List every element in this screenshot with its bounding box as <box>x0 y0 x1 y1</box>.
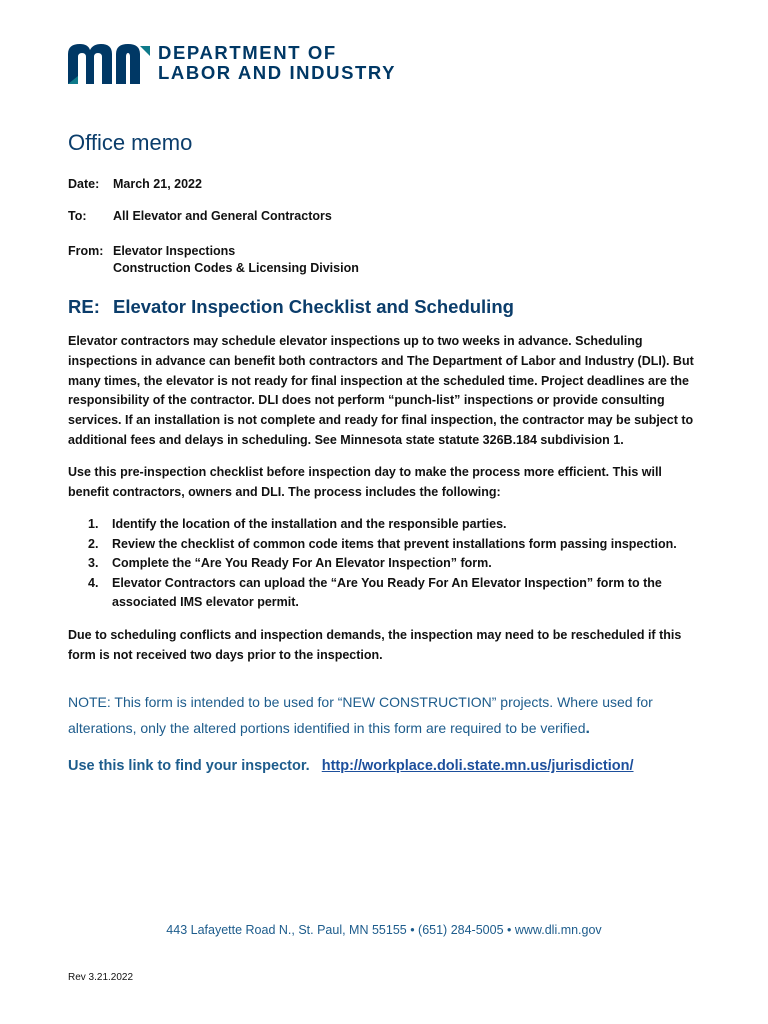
note-text: NOTE: This form is intended to be used for “NEW CONSTRUCTION” projects. Where used for alterations, only the altered portions identified in this form are required to be verified <box>68 694 653 736</box>
org-name-line2: LABOR AND INDUSTRY <box>158 62 397 83</box>
footer-address: 443 Lafayette Road N., St. Paul, MN 55155 • (651) 284-5005 • www.dli.mn.gov <box>166 923 602 937</box>
inspector-link-line <box>68 758 634 774</box>
revision-label: Rev 3.21.2022 <box>68 972 134 983</box>
memo-title: Office memo <box>68 130 193 155</box>
from-label: From: <box>68 244 104 258</box>
jurisdiction-link[interactable]: http://workplace.doli.state.mn.us/jurisdiction/ <box>321 758 634 774</box>
from-value-line1: Elevator Inspections <box>113 244 236 258</box>
step-text: Review the checklist of common code items that prevent installations form passing inspection. <box>112 536 677 551</box>
step-text: Identify the location of the installation and the responsible parties. <box>112 517 507 531</box>
checklist-paragraph: Use this pre-inspection checklist before inspection day to make the process more efficient. This will benefit contractors, owners and DLI. The process includes the following: <box>68 465 662 499</box>
note-period: . <box>585 720 590 737</box>
re-label: RE: <box>68 296 100 317</box>
intro-paragraph: Elevator contractors may schedule elevator inspections up to two weeks in advance. Scheduling inspections in advance can benefit both contractors and The Department of Labor and Industry (DLI). But many times, the elevator is not ready for final inspection at the scheduled time. Project deadlines are the responsibility of the contractor. DLI does not perform “punch-list” inspections or provide consulting services. If an installation is not complete and ready for final inspection, the contractor may be subject to additional fees and delays in scheduling. See Minnesota state statute 326B.184 subdivision 1. <box>68 334 694 447</box>
note-paragraph <box>68 689 708 742</box>
list-item <box>68 515 698 535</box>
to-label: To: <box>68 209 87 223</box>
step-number: 4. <box>88 575 99 590</box>
date-label: Date: <box>68 177 100 191</box>
step-number: 2. <box>88 536 99 551</box>
list-item <box>68 554 698 574</box>
from-value-line2: Construction Codes & Licensing Division <box>113 261 359 275</box>
step-text: Elevator Contractors can upload the “Are You Ready For An Elevator Inspection” form to the associated IMS elevator permit. <box>112 575 662 609</box>
step-number: 1. <box>88 517 99 531</box>
re-subject: Elevator Inspection Checklist and Scheduling <box>113 296 514 317</box>
org-name <box>158 43 396 83</box>
inspector-link-label: Use this link to find your inspector. <box>68 758 310 774</box>
re-heading <box>68 296 514 318</box>
step-number: 3. <box>88 556 99 570</box>
mn-logo-mark <box>68 44 150 84</box>
date-value: March 21, 2022 <box>113 177 202 191</box>
list-item <box>68 535 698 555</box>
to-value: All Elevator and General Contractors <box>113 209 332 223</box>
mn-logo <box>68 44 150 84</box>
step-text: Complete the “Are You Ready For An Elevator Inspection” form. <box>112 556 492 570</box>
scheduling-paragraph: Due to scheduling conflicts and inspection demands, the inspection may need to be rescheduled if this form is not received two days prior to the inspection. <box>68 628 682 662</box>
list-item <box>68 574 698 613</box>
process-steps <box>68 515 698 613</box>
org-name-line1: DEPARTMENT OF <box>158 42 337 63</box>
